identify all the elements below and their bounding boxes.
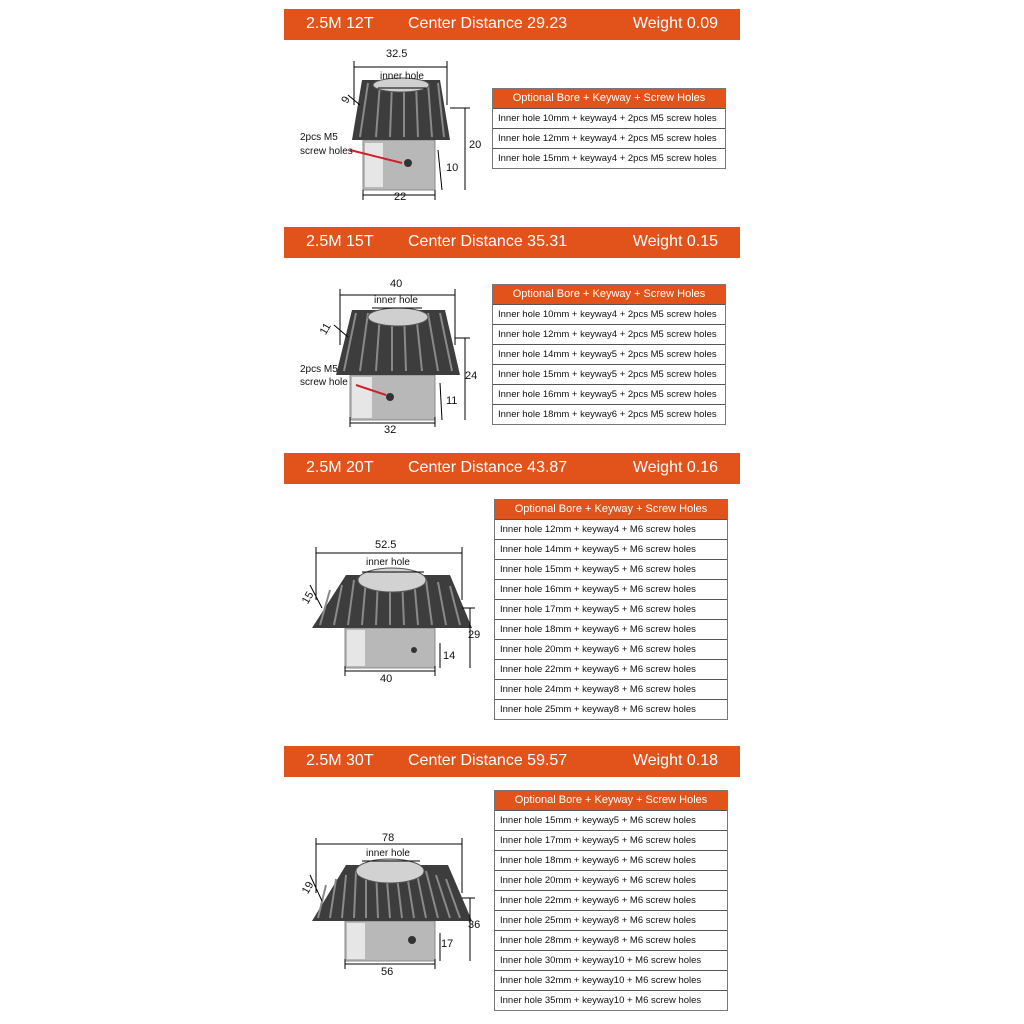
- spec-banner-20t: [284, 453, 740, 484]
- tooth-width-dim: 19: [299, 879, 317, 897]
- bore-options-table-30t: [494, 790, 728, 1011]
- hub-height-dim: 14: [443, 650, 456, 662]
- table-header: Optional Bore + Keyway + Screw Holes: [495, 791, 727, 810]
- table-row: Inner hole 12mm + keyway4 + 2pcs M5 screw holes: [493, 324, 725, 344]
- table-row: Inner hole 15mm + keyway5 + M6 screw holes: [495, 559, 727, 579]
- table-row: Inner hole 28mm + keyway8 + M6 screw holes: [495, 930, 727, 950]
- height-dim: 36: [468, 919, 481, 931]
- outer-diameter-dim: 32.5: [386, 48, 408, 60]
- table-row: Inner hole 16mm + keyway5 + 2pcs M5 screw holes: [493, 384, 725, 404]
- screw-note-line2: screw hole: [300, 377, 348, 388]
- weight-label: Weight 0.09: [632, 15, 718, 32]
- table-row: Inner hole 17mm + keyway5 + M6 screw holes: [495, 599, 727, 619]
- tooth-width-dim: 15: [299, 589, 317, 607]
- table-row: Inner hole 18mm + keyway6 + M6 screw holes: [495, 850, 727, 870]
- spec-banner-12t: [284, 9, 740, 40]
- hub-height-dim: 10: [446, 162, 459, 174]
- table-row: Inner hole 12mm + keyway4 + M6 screw holes: [495, 519, 727, 539]
- inner-hole-dim: inner hole: [374, 295, 418, 306]
- hub-diameter-dim: 32: [384, 424, 397, 436]
- inner-hole-dim: inner hole: [366, 848, 410, 859]
- hub-diameter-dim: 40: [380, 673, 393, 685]
- inner-hole-dim: inner hole: [380, 71, 424, 82]
- hub-diameter-dim: 22: [394, 191, 407, 203]
- center-distance-label: Center Distance 59.57: [408, 752, 568, 769]
- table-row: Inner hole 32mm + keyway10 + M6 screw holes: [495, 970, 727, 990]
- table-row: Inner hole 14mm + keyway5 + 2pcs M5 screw holes: [493, 344, 725, 364]
- weight-label: Weight 0.16: [632, 459, 718, 476]
- screw-note-line1: 2pcs M5: [300, 132, 338, 143]
- weight-label: Weight 0.15: [632, 233, 718, 250]
- center-distance-label: Center Distance 43.87: [408, 459, 568, 476]
- table-row: Inner hole 25mm + keyway8 + M6 screw holes: [495, 910, 727, 930]
- table-row: Inner hole 25mm + keyway8 + M6 screw holes: [495, 699, 727, 719]
- table-row: Inner hole 15mm + keyway5 + M6 screw holes: [495, 810, 727, 830]
- model-label: 2.5M 20T: [306, 459, 374, 476]
- model-label: 2.5M 15T: [306, 233, 374, 250]
- table-row: Inner hole 17mm + keyway5 + M6 screw holes: [495, 830, 727, 850]
- table-header: Optional Bore + Keyway + Screw Holes: [493, 89, 725, 108]
- table-header: Optional Bore + Keyway + Screw Holes: [493, 285, 725, 304]
- table-row: Inner hole 10mm + keyway4 + 2pcs M5 screw holes: [493, 108, 725, 128]
- table-row: Inner hole 35mm + keyway10 + M6 screw holes: [495, 990, 727, 1010]
- hub-height-dim: 17: [441, 938, 454, 950]
- bore-options-table-20t: [494, 499, 728, 720]
- outer-diameter-dim: 52.5: [375, 539, 397, 551]
- bore-options-table-15t: [492, 284, 726, 425]
- table-row: Inner hole 15mm + keyway4 + 2pcs M5 screw holes: [493, 148, 725, 168]
- table-row: Inner hole 10mm + keyway4 + 2pcs M5 screw holes: [493, 304, 725, 324]
- center-distance-label: Center Distance 29.23: [408, 15, 568, 32]
- gear-diagram-12t: [290, 45, 490, 210]
- height-dim: 29: [468, 629, 481, 641]
- table-row: Inner hole 20mm + keyway6 + M6 screw holes: [495, 639, 727, 659]
- screw-note-line2: screw holes: [300, 146, 353, 157]
- bore-options-table-12t: [492, 88, 726, 169]
- table-row: Inner hole 12mm + keyway4 + 2pcs M5 screw holes: [493, 128, 725, 148]
- hub-height-dim: 11: [446, 395, 458, 407]
- spec-banner-15t: [284, 227, 740, 258]
- tooth-width-dim: 9: [339, 94, 353, 106]
- table-row: Inner hole 16mm + keyway5 + M6 screw holes: [495, 579, 727, 599]
- outer-diameter-dim: 40: [390, 278, 403, 290]
- table-row: Inner hole 24mm + keyway8 + M6 screw holes: [495, 679, 727, 699]
- outer-diameter-dim: 78: [382, 832, 395, 844]
- height-dim: 20: [469, 139, 482, 151]
- center-distance-label: Center Distance 35.31: [408, 233, 568, 250]
- model-label: 2.5M 12T: [306, 15, 374, 32]
- table-row: Inner hole 30mm + keyway10 + M6 screw holes: [495, 950, 727, 970]
- weight-label: Weight 0.18: [632, 752, 718, 769]
- spec-banner-30t: [284, 746, 740, 777]
- gear-diagram-20t: [290, 530, 490, 690]
- table-row: Inner hole 15mm + keyway5 + 2pcs M5 screw holes: [493, 364, 725, 384]
- inner-hole-dim: inner hole: [366, 557, 410, 568]
- screw-note-line1: 2pcs M5: [300, 364, 338, 375]
- height-dim: 24: [465, 370, 478, 382]
- model-label: 2.5M 30T: [306, 752, 374, 769]
- table-row: Inner hole 22mm + keyway6 + M6 screw holes: [495, 890, 727, 910]
- table-row: Inner hole 18mm + keyway6 + 2pcs M5 screw holes: [493, 404, 725, 424]
- gear-diagram-30t: [290, 823, 490, 983]
- table-row: Inner hole 18mm + keyway6 + M6 screw holes: [495, 619, 727, 639]
- table-header: Optional Bore + Keyway + Screw Holes: [495, 500, 727, 519]
- tooth-width-dim: 11: [317, 321, 334, 337]
- table-row: Inner hole 20mm + keyway6 + M6 screw holes: [495, 870, 727, 890]
- table-row: Inner hole 14mm + keyway5 + M6 screw holes: [495, 539, 727, 559]
- table-row: Inner hole 22mm + keyway6 + M6 screw holes: [495, 659, 727, 679]
- hub-diameter-dim: 56: [381, 966, 394, 978]
